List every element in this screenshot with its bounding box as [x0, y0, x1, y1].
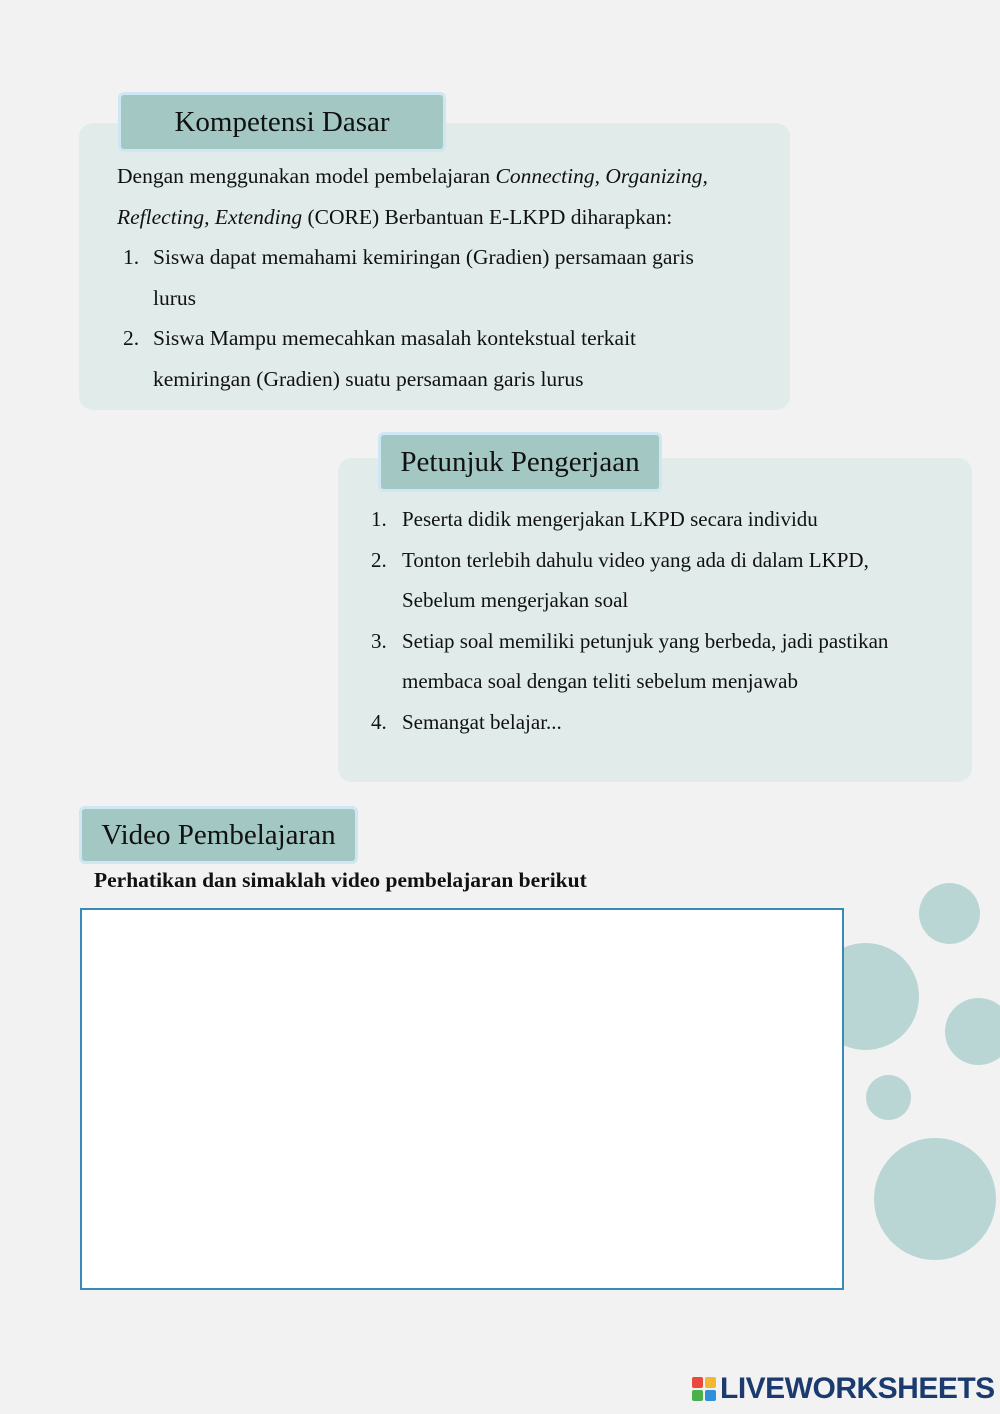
decor-circle: [945, 998, 1000, 1065]
kompetensi-list: [117, 237, 777, 399]
list-item: 1. Siswa dapat memahami kemiringan (Gradien) persamaan garis lurus: [123, 245, 694, 310]
video-player[interactable]: [80, 908, 844, 1290]
decor-circle: [874, 1138, 996, 1260]
logo-square: [692, 1390, 703, 1401]
logo-square: [705, 1377, 716, 1388]
kompetensi-title-text: Kompetensi Dasar: [174, 105, 390, 138]
logo-square: [692, 1377, 703, 1388]
video-instruction: Perhatikan dan simaklah video pembelajaran berikut: [94, 868, 587, 892]
brand-name: LIVEWORKSHEETS: [720, 1372, 995, 1405]
decor-circle: [866, 1075, 911, 1120]
logo-square: [705, 1390, 716, 1401]
list-item: 4. Semangat belajar...: [371, 709, 562, 734]
list-item: 2. Siswa Mampu memecahkan masalah kontekstual terkait kemiringan (Gradien) suatu persamaan garis lurus: [123, 326, 637, 391]
petunjuk-list: [371, 499, 971, 742]
list-item: 3. Setiap soal memiliki petunjuk yang berbeda, jadi pastikan membaca soal dengan teliti sebelum menjawab: [371, 628, 889, 693]
list-item: 1. Peserta didik mengerjakan LKPD secara individu: [371, 507, 818, 531]
kompetensi-intro: Dengan menggunakan model pembelajaran Connecting, Organizing, Reflecting, Extending (CORE) Berbantuan E-LKPD diharapkan:: [117, 164, 708, 229]
video-title: [79, 806, 358, 864]
liveworksheets-logo-icon: [692, 1377, 716, 1401]
petunjuk-title: [378, 432, 662, 492]
decor-circle: [919, 883, 980, 944]
petunjuk-title-text: Petunjuk Pengerjaan: [400, 445, 640, 478]
brand-footer: [692, 1372, 995, 1406]
video-title-text: Video Pembelajaran: [101, 818, 336, 851]
kompetensi-title: [118, 92, 446, 152]
list-item: 2. Tonton terlebih dahulu video yang ada di dalam LKPD, Sebelum mengerjakan soal: [371, 547, 869, 612]
